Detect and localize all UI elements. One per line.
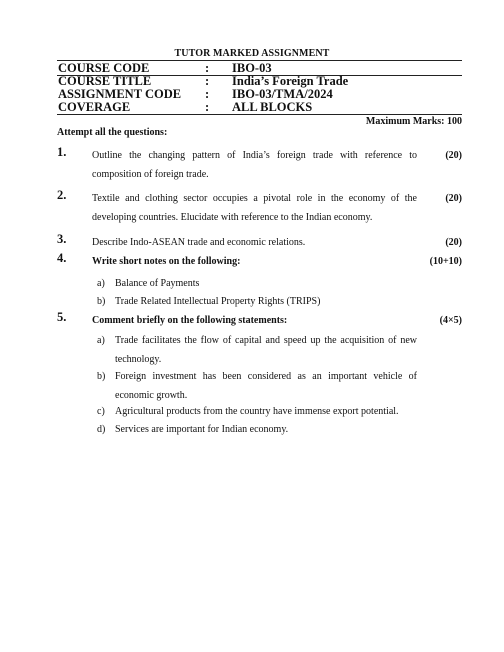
question-marks: (20) xyxy=(445,150,462,161)
sub-letter: a) xyxy=(97,335,105,346)
course-code-value: IBO-03 xyxy=(232,61,272,75)
course-code-colon: : xyxy=(205,61,210,75)
sub-letter: b) xyxy=(97,371,106,382)
sub-text: Foreign investment has been considered as an important vehicle of economic growth. xyxy=(115,371,417,401)
sub-text: Balance of Payments xyxy=(115,278,200,289)
course-title-value: India’s Foreign Trade xyxy=(232,74,349,88)
course-title-row xyxy=(57,74,462,88)
header-bottom-rule xyxy=(57,114,462,115)
coverage-label: COVERAGE xyxy=(58,100,131,114)
question-marks: (20) xyxy=(445,193,462,204)
instruction-text: Attempt all the questions: xyxy=(57,127,168,138)
document-heading: TUTOR MARKED ASSIGNMENT xyxy=(174,48,330,59)
sub-text: Trade Related Intellectual Property Rights (TRIPS) xyxy=(115,296,321,307)
question-number: 1. xyxy=(57,145,67,159)
question-text: Textile and clothing sector occupies a pivotal role in the economy of the developing countries. Elucidate with reference to the Indian economy. xyxy=(92,193,417,223)
assignment-code-colon: : xyxy=(205,87,210,101)
question-marks: (20) xyxy=(445,237,462,248)
question-text: Outline the changing pattern of India’s foreign trade with reference to composition of foreign trade. xyxy=(92,150,417,180)
sub-letter: d) xyxy=(97,424,106,435)
assignment-code-row xyxy=(57,87,462,101)
assignment-code-value: IBO-03/TMA/2024 xyxy=(232,87,333,101)
coverage-colon: : xyxy=(205,100,210,114)
question-number: 2. xyxy=(57,188,67,202)
question-text: Comment briefly on the following statements: xyxy=(92,315,288,326)
sub-text: Services are important for Indian economy. xyxy=(115,424,289,435)
question-number: 3. xyxy=(57,232,67,246)
maximum-marks: Maximum Marks: 100 xyxy=(365,116,462,127)
question-marks: (10+10) xyxy=(429,256,462,267)
coverage-row xyxy=(57,100,462,114)
question-number: 4. xyxy=(57,251,67,265)
course-code-row xyxy=(57,61,462,75)
sub-text: Agricultural products from the country have immense export potential. xyxy=(115,406,399,417)
sub-letter: b) xyxy=(97,296,106,307)
sub-text: Trade facilitates the flow of capital and speed up the acquisition of new technology. xyxy=(115,335,417,365)
question-number: 5. xyxy=(57,310,67,324)
course-title-colon: : xyxy=(205,74,210,88)
coverage-value: ALL BLOCKS xyxy=(232,100,313,114)
course-code-label: COURSE CODE xyxy=(58,61,150,75)
question-marks: (4×5) xyxy=(439,315,462,326)
course-title-label: COURSE TITLE xyxy=(58,74,152,88)
question-text: Describe Indo-ASEAN trade and economic relations. xyxy=(92,237,306,248)
sub-letter: c) xyxy=(97,406,105,417)
assignment-code-label: ASSIGNMENT CODE xyxy=(58,87,182,101)
sub-letter: a) xyxy=(97,278,105,289)
question-text: Write short notes on the following: xyxy=(92,256,241,267)
